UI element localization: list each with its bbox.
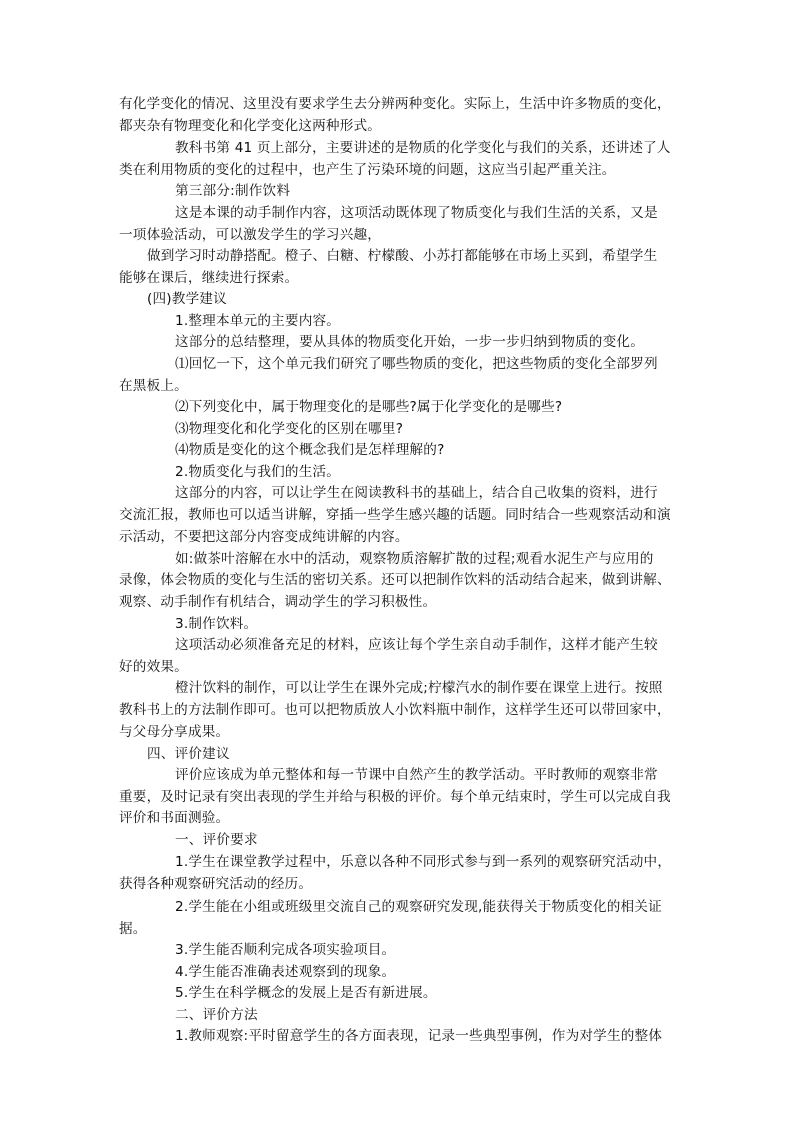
section-heading: (四)教学建议: [147, 291, 227, 307]
text-line: 有化学变化的情况、这里没有要求学生去分辨两种变化。实际上，生活中许多物质的变化，: [119, 96, 671, 112]
text-line: 如:做茶叶溶解在水中的活动，观察物质溶解扩散的过程;观看水泥生产与应用的: [175, 551, 654, 567]
text-line: 3.制作饮料。: [175, 616, 258, 632]
section-heading: 二、评价方法: [175, 1007, 258, 1023]
text-line: 2.物质变化与我们的生活。: [175, 464, 341, 480]
text-line: 示活动，不要把这部分内容变成纯讲解的内容。: [119, 529, 409, 545]
text-line: 橙汁饮料的制作，可以让学生在课外完成;柠檬汽水的制作要在课堂上进行。按照: [175, 680, 663, 696]
text-line: ⑴回忆一下，这个单元我们研究了哪些物质的变化，把这些物质的变化全部罗列: [175, 356, 658, 372]
text-line: 2.学生能在小组或班级里交流自己的观察研究发现,能获得关于物质变化的相关证: [175, 899, 662, 915]
section-heading: 四、评价建议: [147, 746, 230, 762]
text-line: 3.学生能否顺利完成各项实验项目。: [175, 942, 396, 958]
text-line: 做到学习时动静搭配。橙子、白糖、柠檬酸、小苏打都能够在市场上买到，希望学生: [147, 248, 658, 264]
text-line: 都夹杂有物理变化和化学变化这两种形式。: [119, 118, 382, 134]
text-line: 获得各种观察研究活动的经历。: [119, 876, 313, 892]
text-line: 1.整理本单元的主要内容。: [175, 313, 341, 329]
text-line: 交流汇报，教师也可以适当讲解，穿插一些学生感兴趣的话题。同时结合一些观察活动和演: [119, 507, 671, 523]
text-line: 一项体验活动，可以激发学生的学习兴趣，: [119, 227, 382, 243]
text-line: 1.教师观察:平时留意学生的各方面表现，记录一些典型事例，作为对学生的整体: [175, 1028, 663, 1044]
text-line: ⑷物质是变化的这个概念我们是怎样理解的?: [175, 442, 445, 458]
text-line: 录像，体会物质的变化与生活的密切关系。还可以把制作饮料的活动结合起来，做到讲解、: [119, 572, 671, 588]
text-line: 与父母分享成果。: [119, 724, 230, 740]
text-line: 这项活动必须准备充足的材料，应该让每个学生亲自动手制作，这样才能产生较: [175, 637, 658, 653]
text-line: 评价和书面测验。: [119, 810, 230, 826]
section-heading: 第三部分:制作饮料: [175, 183, 291, 199]
text-line: 类在利用物质的变化的过程中，也产生了污染环境的问题，这应当引起严重关注。: [119, 162, 616, 178]
text-line: 评价应该成为单元整体和每一节课中自然产生的教学活动。平时教师的观察非常: [175, 767, 658, 783]
text-line: 重要，及时记录有突出表现的学生并给与积极的评价。每个单元结束时，学生可以完成自我: [119, 789, 671, 805]
text-line: 据。: [119, 921, 147, 937]
text-line: ⑵下列变化中，属于物理变化的是哪些?属于化学变化的是哪些?: [175, 399, 563, 415]
text-line: 这部分的总结整理，要从具体的物质变化开始，一步一步归纳到物质的变化。: [175, 334, 644, 350]
text-line: 在黑板上。: [119, 378, 188, 394]
section-heading: 一、评价要求: [175, 832, 258, 848]
text-line: ⑶物理变化和化学变化的区别在哪里?: [175, 421, 404, 437]
text-line: 观察、动手制作有机结合，调动学生的学习积极性。: [119, 594, 437, 610]
text-line: 5.学生在科学概念的发展上是否有新进展。: [175, 985, 437, 1001]
text-line: 1.学生在课堂教学过程中，乐意以各种不同形式参与到一系列的观察研究活动中，: [175, 854, 672, 870]
text-line: 能够在课后，继续进行探索。: [119, 270, 299, 286]
text-line: 好的效果。: [119, 659, 188, 675]
text-line: 这是本课的动手制作内容，这项活动既体现了物质变化与我们生活的关系，又是: [175, 205, 658, 221]
text-line: 教科书上的方法制作即可。也可以把物质放人小饮料瓶中制作，这样学生还可以带回家中，: [119, 702, 671, 718]
text-line: 4.学生能否准确表述观察到的现象。: [175, 964, 396, 980]
text-line: 这部分的内容，可以让学生在阅读教科书的基础上，结合自己收集的资料，进行: [175, 485, 658, 501]
text-line: 教科书第 41 页上部分，主要讲述的是物质的化学变化与我们的关系，还讲述了人: [175, 140, 671, 156]
